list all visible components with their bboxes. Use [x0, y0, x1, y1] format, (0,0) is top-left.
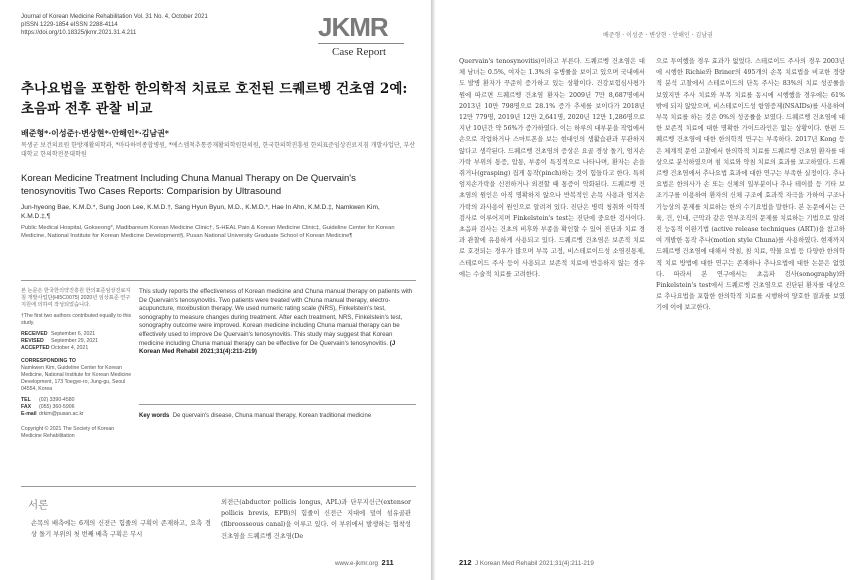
section-rule	[21, 280, 416, 281]
contact-label: TEL	[21, 397, 31, 403]
abstract	[139, 288, 416, 357]
article-info-sidebar	[21, 288, 133, 440]
body-rule	[21, 486, 416, 487]
date-label: REVISED	[21, 338, 44, 344]
contact-value: (055) 360-5906	[39, 404, 75, 410]
body-column-2: 외전근(abductor pollicis longus, APL)과 단무지신근(extensor pollicis brevis, EPB)의 힘줄이 신전근 지대에 덮여 섬유골관(fibroosseous canal)을 이루고 있다. 이 부위에서 발생하는 협착성 건초염을 드퀘르벵 건초염(De	[221, 499, 411, 540]
contact-label: FAX	[21, 404, 32, 410]
date-row	[21, 331, 133, 338]
section-heading-intro: 서론	[28, 500, 49, 511]
page-footer	[459, 558, 594, 567]
journal-url: www.e-jkmr.org	[335, 560, 379, 567]
journal-line: https://doi.org/10.18325/jkmr.2021.31.4.211	[21, 30, 137, 36]
body-column-2: 으로 투여했을 경우 효과가 없었다. 스테로이드 주사의 경우 2003년에 시행한 Richie와 Briner의 495개의 손목 치료법을 비교한 정량적 분석 고찰에서 스테로이드의 단독 주사는 83%의 치료 성공률을 보였지만 주사 치료와 부목 치료를 동시에 시행했을 경우에는 61% 밖에 되지 않았으며, 비스테로이드성 항염증제(NSAIDs)를 사용하여 부목 치료를 하는 것은 0%의 성공률을 보였다. 드퀘르벵 건초염에 대한 보존적 치료에 대한 명확한 가이드라인은 없는 상황이다. 한편 드퀘르벵 건초염에 대한 한의학적 연구는 부족하다. 2017년 Kong 등은 체계적 문헌 고찰에서 한의학적 치료를 드퀘르벵 건초염 환자를 대상으로 분석하였으며 침 치료와 약침 치료의 효과를 보고하였다. 드퀘르벵 건초염에서 추나요법 효과에 대한 연구는 부족한 실정이다. 추나요법은 한의사가 손 또는 신체의 일부분이나 추나 테이블 등 기타 보조기구를 이용하여 환자의 신체 구조에 효과적 자극을 가하여 구조나 기능상의 문제를 치료하는 한의 수기요법을 말한다. 본 논문에서는 근육, 건, 인대, 근막과 같은 연부조직의 문제를 치료하는 기법으로 알려진 능동적 이완기법 (active release techniques (ART))을 참고하여 개발한 동작 추나(motion style Chuna)를 사용하였다. 현재까지 드퀘르벵 건초염에 대해서 약침, 침 치료, 약물 요법 등 다양한 한의학적 치료 방법에 대한 연구는 존재하나 추나요법에 대한 논문은 없었다. 따라서 본 연구에서는 초음파 검사(sonography)와 Finkelstein's test에서 드퀘르벵 건초염으로 진단된 환자를 대상으로 추나요법을 포함한 한의학적 치료를 시행하여 양호한 결과를 보였기에 이에 보고한다.	[656, 58, 845, 312]
equal-contribution-note: †The first two authors contributed equally to this study.	[21, 313, 132, 326]
contact-label: E-mail	[21, 411, 37, 417]
contact-value: drkim@pusan.ac.kr	[39, 411, 84, 417]
contact-row	[21, 404, 133, 411]
page-number: 212	[459, 558, 472, 567]
contact-row	[21, 411, 133, 418]
body-column-1: Quervain's tenosynovitis)이라고 부른다. 드퀘르벵 건초염은 대체 남녀는 0.5%, 여자는 1.3%의 유병률을 보이고 있으며 국내에서도 발병 환자가 꾸준히 증가하고 있는 상황이다. 건강보험심사평가원에 따르면 드퀘르벵 건초염 환자는 2009년 7만 8,687명에서 2013년 10만 798명으로 28.1% 증가 추세를 보이다가 2018년 12만 779명, 2019년 12만 2,641명, 2020년 12만 1,286명으로 지난 10년간 약 56%가 증가하였다. 이는 하루의 대부분을 작업에서 손으로 작업하거나 스마트폰을 보는 현대인의 생활습관과 무관하지 않다고 생각된다. 드퀘르벵 건초염의 증상은 요골 경상 돌기, 엄지손가락 부위의 통증, 압통, 부종이 특징적으로 나타나며, 환자는 손을 쥐거나(grasping) 집게 동작(pinch)하는 것이 힘들다고 한다. 특히 엄지손가락을 신전하거나 외전할 때 통증이 악화된다. 드퀘르벵 건초염의 원인은 아직 명확하지 않으나 반복적인 손목 사용과 엄지손가락의 과사용이 원인으로 알려져 있다. 진단은 병력 청취와 이학적 검사로 이루어지며 Finkelstein's test는 진단에 중요한 검사이다. 초음파 검사는 건초의 비후와 부종을 확인할 수 있어 진단과 치료 경과 관찰에 유용하게 사용되고 있다. 드퀘르벵 건초염은 보존적 치료로 호전되는 경우가 많으며 부목 고정, 비스테로이드성 소염진통제, 스테로이드 주사 등이 사용되고 보존적 치료에 반응하지 않는 경우에는 수술적 치료를 고려한다.	[459, 58, 646, 278]
date-value: October 4, 2021	[51, 345, 89, 351]
logo-divider	[318, 43, 404, 44]
keywords-text: De quervain's disease, Chuna manual therapy, Korean traditional medicine	[172, 413, 372, 419]
corresponding-author	[21, 358, 133, 393]
article-dates	[21, 331, 133, 352]
abstract-text: This study reports the effectiveness of Korean medicine and Chuna manual therapy on patients with De Quervain's tenosynovitis. Two patients were treated with Chuna manual therapy, electro-acupuncture, moxibustion therapy. We used numeric rating scale (NRS), Finkelstein's test, sonography to measure changes during treatment. After each treatment, NRS, Finkelstein's test, sonography outcome were improved. Korean medicine including Chuna manual therapy can be effectively used to improve De Quervain's tenosynovitis. This study may suggest that Korean medicine including Chuna manual therapy can be effective for De Quervain's tenosynovitis.	[139, 288, 413, 347]
right-page	[435, 0, 867, 580]
article-category: Case Report	[332, 46, 387, 58]
contact-info	[21, 397, 133, 418]
copyright: Copyright © 2021 The Society of Korean Medicine Rehabilitation	[21, 426, 115, 439]
journal-line: Journal of Korean Medicine Rehabilitation Vol. 31 No. 4, October 2021	[21, 14, 208, 20]
journal-logo	[318, 12, 426, 72]
journal-line: pISSN 1229-1854 eISSN 2288-4114	[21, 22, 118, 28]
date-label: RECEIVED	[21, 331, 48, 337]
date-row	[21, 345, 133, 352]
korean-affiliation: 목생군 보건의료원 한방재활의학과, *마다하비종합병원, *에스엠척추통증재활의학원한의원, 한국한의학진흥원 한의표준임상진료지침 개발사업단, 부산대학교 한의학전문대학원	[21, 142, 416, 158]
journal-info	[21, 13, 208, 37]
journal-citation: J Korean Med Rehabil 2021;31(4):211-219	[475, 560, 594, 567]
page-number: 211	[381, 558, 394, 567]
keywords	[139, 412, 416, 420]
left-page	[0, 0, 431, 580]
korean-authors: 배준형*·이성준†·변상현*·안해인*·김남권*	[21, 128, 169, 138]
date-value: September 6, 2021	[51, 331, 96, 337]
keywords-label: Key words	[139, 413, 170, 419]
date-row	[21, 338, 133, 345]
english-authors: Jun-hyeong Bae, K.M.D.*, Sung Joon Lee, K.M.D.†, Sang Hyun Byun, M.D., K.M.D.*, Hae In Ahn, K.M.D.‡, Namkwen Kim, K.M.D.‡,¶	[21, 204, 380, 220]
date-label: ACCEPTED	[21, 345, 50, 351]
abstract-citation: (J Korean Med Rehabil 2021;31(4):211-219)	[139, 339, 396, 356]
corresponding-label: CORRESPONDING TO	[21, 358, 76, 364]
corresponding-address: Namkwen Kim, Guideline Center for Korean Medicine, National Institute for Korean Medicine Development, 173 Toegye-ro, Jung-gu, Seoul 04554, Korea	[21, 365, 132, 392]
body-column-1: 손목의 배측에는 6개의 신전근 힘줄의 구획이 존재하고, 요측 경상 돌기 부위의 첫 번째 배측 구획은 무시	[31, 520, 211, 539]
keywords-rule	[139, 404, 416, 405]
page-footer	[335, 558, 394, 567]
funding-note: 본 논문은 한국한의약진흥원 한의표준임상진료지침 개발사업단(HI5C0075) 2020년 임상표준 연구 지원에 의하여 작성되었습니다.	[21, 288, 131, 308]
english-affiliation: Public Medical Hospital, Gokseong*, Madibareum Korean Medicine Clinic†, S-HEAL Pain & Korean Medicine Clinic‡, Guideline Center for Korean Medicine, National Institute for Korean Medicine Development§, Pusan National University Graduate School of Korean Medicine¶	[21, 225, 395, 240]
running-head: 배준형 · 이성준 · 변상현 · 안해인 · 김남권	[603, 32, 713, 39]
korean-title: 추나요법을 포함한 한의학적 치료로 호전된 드퀘르벵 건초염 2예: 초음파 전후 관찰 비교	[21, 81, 408, 117]
contact-row	[21, 397, 133, 404]
contact-value: (02) 3390-4580	[39, 397, 75, 403]
date-value: September 29, 2021	[51, 338, 99, 344]
english-title: Korean Medicine Treatment Including Chuna Manual Therapy on De Quervain's tenosynovitis Two Cases Reports: Comparision by Ultrasound	[21, 173, 356, 197]
logo-mark: JKMR	[318, 12, 388, 42]
